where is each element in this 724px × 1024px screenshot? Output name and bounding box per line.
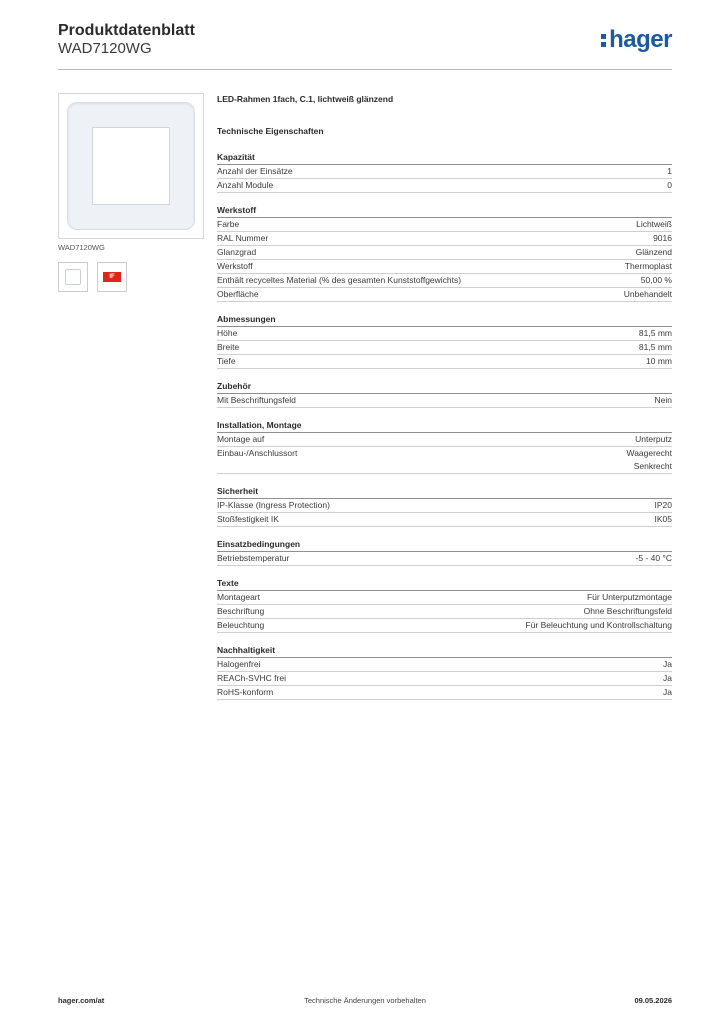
section-title: Abmessungen: [217, 313, 672, 327]
spec-section: [217, 204, 672, 302]
spec-row: [217, 260, 672, 274]
spec-value: Thermoplast: [624, 261, 672, 271]
footer-website-link[interactable]: hager.com/at: [58, 996, 105, 1005]
spec-label: Werkstoff: [217, 261, 253, 271]
spec-section: [217, 538, 672, 566]
section-title: Zubehör: [217, 380, 672, 394]
specification-content: [217, 94, 672, 711]
image-caption: WAD7120WG: [58, 243, 105, 252]
spec-row: [217, 672, 672, 686]
spec-row: [217, 447, 672, 474]
spec-label: Mit Beschriftungsfeld: [217, 395, 296, 405]
page-header: [58, 22, 672, 70]
spec-value: Für Unterputzmontage: [586, 592, 672, 602]
spec-label: Enthält recyceltes Material (% des gesamten Kunststoffgewichts): [217, 275, 462, 285]
spec-label: Beschriftung: [217, 606, 265, 616]
spec-section: [217, 313, 672, 369]
spec-row: [217, 341, 672, 355]
spec-row: [217, 433, 672, 447]
spec-value: 81,5 mm: [638, 342, 672, 352]
spec-row: [217, 288, 672, 302]
spec-label: IP-Klasse (Ingress Protection): [217, 500, 330, 510]
spec-row: [217, 658, 672, 672]
section-title: Nachhaltigkeit: [217, 644, 672, 658]
spec-label: Halogenfrei: [217, 659, 261, 669]
spec-value: 0: [667, 180, 672, 190]
spec-value: Unterputz: [635, 434, 672, 444]
spec-value: IP20: [654, 500, 672, 510]
spec-value: 1: [667, 166, 672, 176]
spec-section: [217, 485, 672, 527]
footer-notice: Technische Änderungen vorbehalten: [304, 996, 426, 1005]
spec-value: 10 mm: [646, 356, 672, 366]
spec-row: [217, 165, 672, 179]
design-award-badge-icon: IF: [103, 272, 121, 282]
spec-label: Stoßfestigkeit IK: [217, 514, 279, 524]
spec-section: [217, 151, 672, 193]
spec-section: [217, 577, 672, 633]
thumbnail-product[interactable]: [58, 262, 88, 292]
spec-label: RAL Nummer: [217, 233, 269, 243]
spec-section: [217, 644, 672, 700]
spec-value: Ja: [663, 687, 672, 697]
spec-value: Lichtweiß: [636, 219, 672, 229]
product-description: LED-Rahmen 1fach, C.1, lichtweiß glänzend: [217, 94, 394, 104]
page-footer: [58, 996, 672, 1008]
spec-value: -5 - 40 °C: [635, 553, 672, 563]
spec-row: [217, 179, 672, 193]
footer-date: 09.05.2026: [634, 996, 672, 1005]
section-title: Kapazität: [217, 151, 672, 165]
spec-section: [217, 419, 672, 474]
spec-value: Für Beleuchtung und Kontrollschaltung: [525, 620, 672, 630]
spec-value: Glänzend: [635, 247, 672, 257]
spec-label: Farbe: [217, 219, 240, 229]
spec-row: [217, 605, 672, 619]
spec-row: [217, 499, 672, 513]
spec-value: 50,00 %: [640, 275, 672, 285]
spec-label: Tiefe: [217, 356, 236, 366]
section-title: Sicherheit: [217, 485, 672, 499]
hager-logo[interactable]: [601, 26, 672, 56]
section-title: Installation, Montage: [217, 419, 672, 433]
spec-row: [217, 394, 672, 408]
spec-label: Einbau-/Anschlussort: [217, 448, 298, 458]
spec-row: [217, 218, 672, 232]
spec-label: Oberfläche: [217, 289, 259, 299]
page-title: Produktdatenblatt: [58, 22, 195, 39]
spec-value: 9016: [653, 233, 672, 243]
thumbnail-design-award[interactable]: [97, 262, 127, 292]
technical-properties-title: Technische Eigenschaften: [217, 126, 324, 136]
spec-label: RoHS-konform: [217, 687, 274, 697]
spec-row: [217, 327, 672, 341]
spec-section: [217, 380, 672, 408]
spec-row: [217, 274, 672, 288]
spec-row: [217, 686, 672, 700]
frame-thumbnail-icon: [65, 269, 81, 285]
spec-value: Unbehandelt: [623, 289, 672, 299]
spec-sections: [217, 151, 672, 700]
spec-label: Anzahl Module: [217, 180, 274, 190]
spec-row: [217, 232, 672, 246]
section-title: Werkstoff: [217, 204, 672, 218]
spec-label: Breite: [217, 342, 240, 352]
spec-value: IK05: [654, 514, 672, 524]
spec-row: [217, 246, 672, 260]
spec-value: Ja: [663, 673, 672, 683]
spec-row: [217, 591, 672, 605]
spec-row: [217, 513, 672, 527]
spec-label: Montage auf: [217, 434, 265, 444]
spec-label: REACh-SVHC frei: [217, 673, 286, 683]
spec-value: 81,5 mm: [638, 328, 672, 338]
spec-row: [217, 552, 672, 566]
spec-label: Montageart: [217, 592, 260, 602]
spec-row: [217, 619, 672, 633]
spec-label: Anzahl der Einsätze: [217, 166, 293, 176]
spec-label: Höhe: [217, 328, 238, 338]
spec-label: Beleuchtung: [217, 620, 265, 630]
header-divider: [58, 69, 672, 70]
spec-value: Ohne Beschriftungsfeld: [583, 606, 672, 616]
product-image[interactable]: [58, 93, 204, 239]
spec-value: Waagerecht Senkrecht: [626, 448, 672, 471]
logo-text: hager: [609, 26, 672, 53]
spec-value: Ja: [663, 659, 672, 669]
logo-dots-icon: [601, 34, 607, 50]
section-title: Einsatzbedingungen: [217, 538, 672, 552]
frame-image-icon: [67, 102, 195, 230]
spec-value: Nein: [654, 395, 672, 405]
spec-label: Glanzgrad: [217, 247, 257, 257]
spec-row: [217, 355, 672, 369]
section-title: Texte: [217, 577, 672, 591]
product-number: WAD7120WG: [58, 40, 152, 57]
spec-label: Betriebstemperatur: [217, 553, 290, 563]
